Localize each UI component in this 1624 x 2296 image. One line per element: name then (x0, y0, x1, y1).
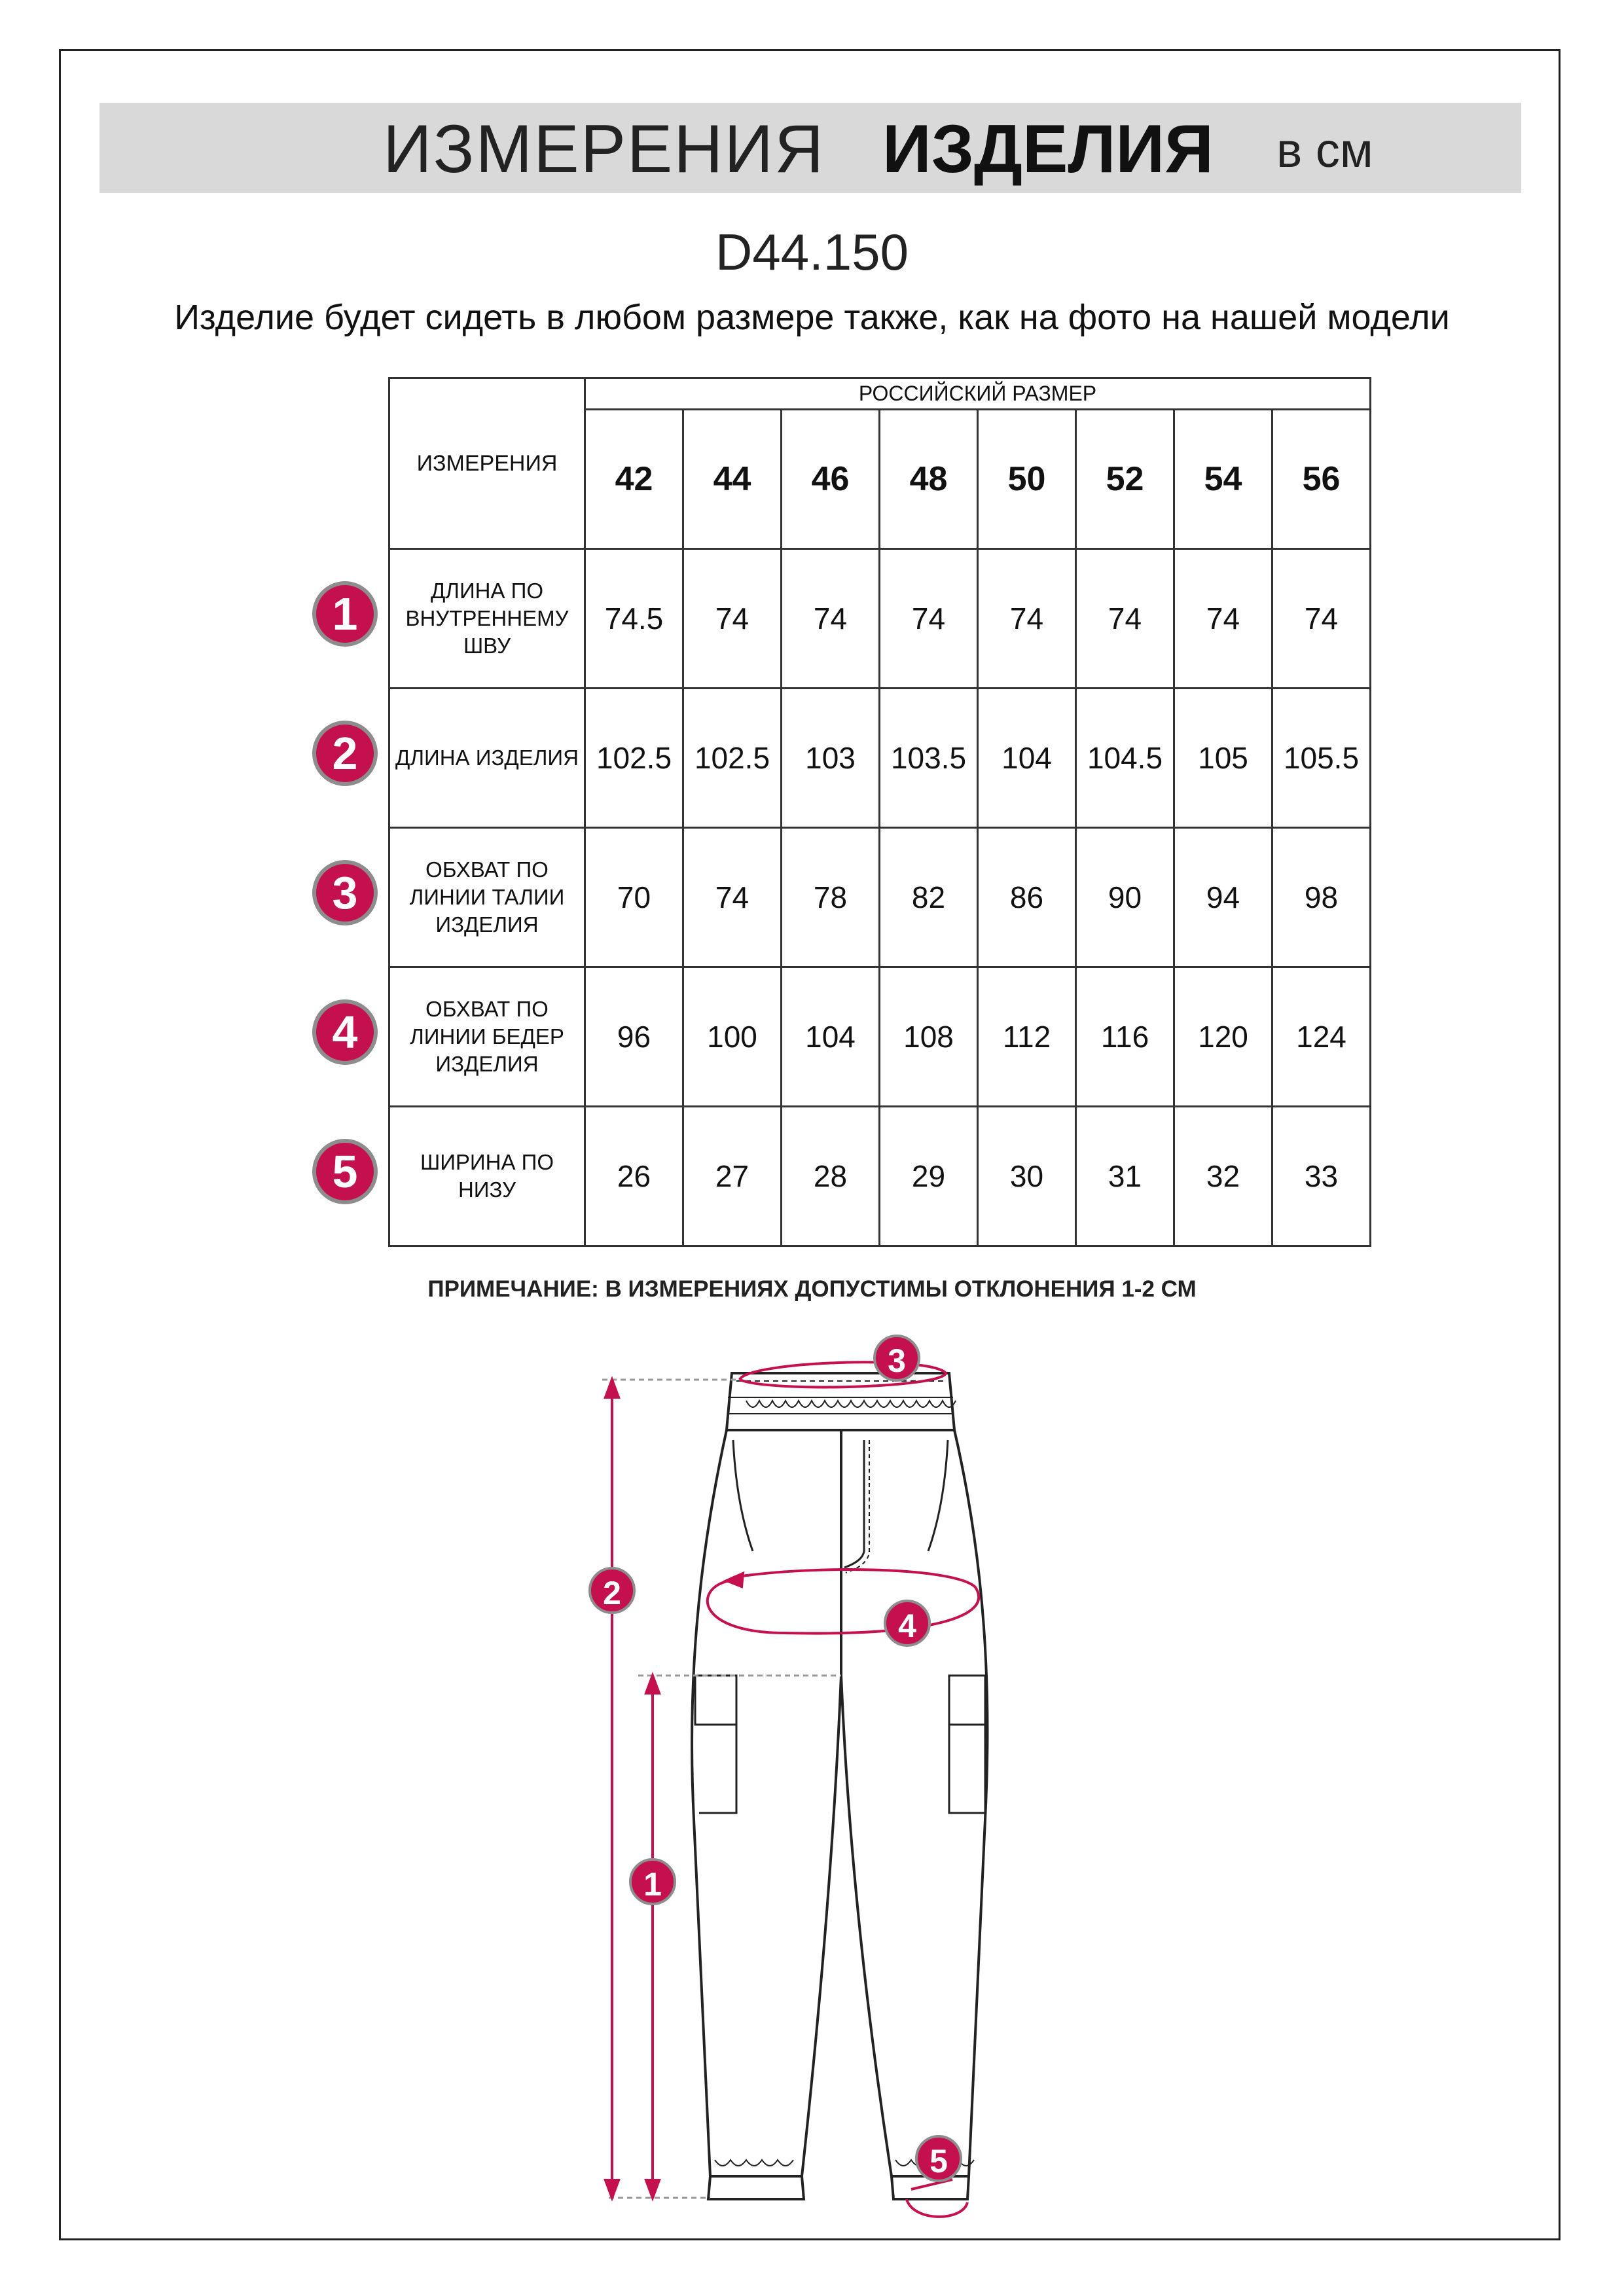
size-header: 44 (683, 410, 782, 549)
marker-4-label: 4 (898, 1607, 916, 1644)
marker-5-label: 5 (929, 2143, 948, 2179)
row-label: ОБХВАТ ПО ЛИНИИ БЕДЕР ИЗДЕЛИЯ (389, 967, 585, 1107)
table-cell: 116 (1076, 967, 1174, 1107)
table-cell: 104 (978, 689, 1076, 828)
measurements-header: ИЗМЕРЕНИЯ (389, 378, 585, 549)
row-label: ШИРИНА ПО НИЗУ (389, 1107, 585, 1246)
table-cell: 74 (1076, 549, 1174, 689)
table-cell: 74 (1272, 549, 1371, 689)
marker-3-label: 3 (888, 1342, 906, 1379)
size-header: 46 (782, 410, 880, 549)
title-product: ИЗДЕЛИЯ (882, 111, 1214, 187)
table-cell: 31 (1076, 1107, 1174, 1246)
table-cell: 124 (1272, 967, 1371, 1107)
row-badge: 4 (312, 999, 378, 1065)
table-cell: 74 (880, 549, 978, 689)
marker-4 (885, 1601, 929, 1645)
table-cell: 96 (585, 967, 683, 1107)
size-header: 48 (880, 410, 978, 549)
size-header: 52 (1076, 410, 1174, 549)
row-badge: 3 (312, 860, 378, 925)
table-cell: 102.5 (683, 689, 782, 828)
table-cell: 30 (978, 1107, 1076, 1246)
size-group-header: РОССИЙСКИЙ РАЗМЕР (585, 378, 1371, 410)
row-label: ОБХВАТ ПО ЛИНИИ ТАЛИИ ИЗДЕЛИЯ (389, 828, 585, 967)
table-cell: 33 (1272, 1107, 1371, 1246)
table-cell: 82 (880, 828, 978, 967)
table-cell: 78 (782, 828, 880, 967)
table-cell: 70 (585, 828, 683, 967)
table-cell: 98 (1272, 828, 1371, 967)
table-cell: 104 (782, 967, 880, 1107)
title-measurements: ИЗМЕРЕНИЯ (383, 111, 825, 187)
table-cell: 74 (1174, 549, 1272, 689)
marker-1 (630, 1859, 675, 1904)
table-cell: 105 (1174, 689, 1272, 828)
diagram-markers (590, 1336, 961, 2181)
model-code: D44.150 (715, 223, 909, 281)
measurement-lines (602, 1362, 979, 2217)
table-cell: 86 (978, 828, 1076, 967)
table-cell: 120 (1174, 967, 1272, 1107)
size-header: 42 (585, 410, 683, 549)
table-cell: 102.5 (585, 689, 683, 828)
row-badge: 1 (312, 581, 378, 647)
marker-5 (916, 2136, 961, 2181)
size-header: 50 (978, 410, 1076, 549)
table-cell: 29 (880, 1107, 978, 1246)
pants-outline (692, 1373, 987, 2199)
table-cell: 103.5 (880, 689, 978, 828)
marker-2 (590, 1568, 634, 1613)
table-cell: 104.5 (1076, 689, 1174, 828)
table-cell: 94 (1174, 828, 1272, 967)
table-cell: 32 (1174, 1107, 1272, 1246)
table-cell: 74 (683, 549, 782, 689)
marker-3 (875, 1336, 919, 1380)
table-cell: 74 (978, 549, 1076, 689)
table-cell: 74 (782, 549, 880, 689)
row-badge: 5 (312, 1139, 378, 1204)
fit-note: Изделие будет сидеть в любом размере также, как на фото на нашей модели (174, 298, 1450, 337)
table-cell: 103 (782, 689, 880, 828)
table-cell: 108 (880, 967, 978, 1107)
size-header: 56 (1272, 410, 1371, 549)
tolerance-note: ПРИМЕЧАНИЕ: В ИЗМЕРЕНИЯХ ДОПУСТИМЫ ОТКЛОНЕНИЯ 1-2 СМ (427, 1276, 1197, 1302)
table-cell: 27 (683, 1107, 782, 1246)
table-cell: 112 (978, 967, 1076, 1107)
table-cell: 26 (585, 1107, 683, 1246)
table-cell: 105.5 (1272, 689, 1371, 828)
table-cell: 100 (683, 967, 782, 1107)
table-cell: 74.5 (585, 549, 683, 689)
title-unit: в см (1276, 123, 1373, 177)
table-cell: 28 (782, 1107, 880, 1246)
marker-1-label: 1 (643, 1866, 662, 1903)
row-badge: 2 (312, 721, 378, 786)
row-label: ДЛИНА ИЗДЕЛИЯ (389, 689, 585, 828)
table-cell: 74 (683, 828, 782, 967)
size-header: 54 (1174, 410, 1272, 549)
row-label: ДЛИНА ПО ВНУТРЕННЕМУ ШВУ (389, 549, 585, 689)
marker-2-label: 2 (603, 1575, 621, 1611)
table-cell: 90 (1076, 828, 1174, 967)
